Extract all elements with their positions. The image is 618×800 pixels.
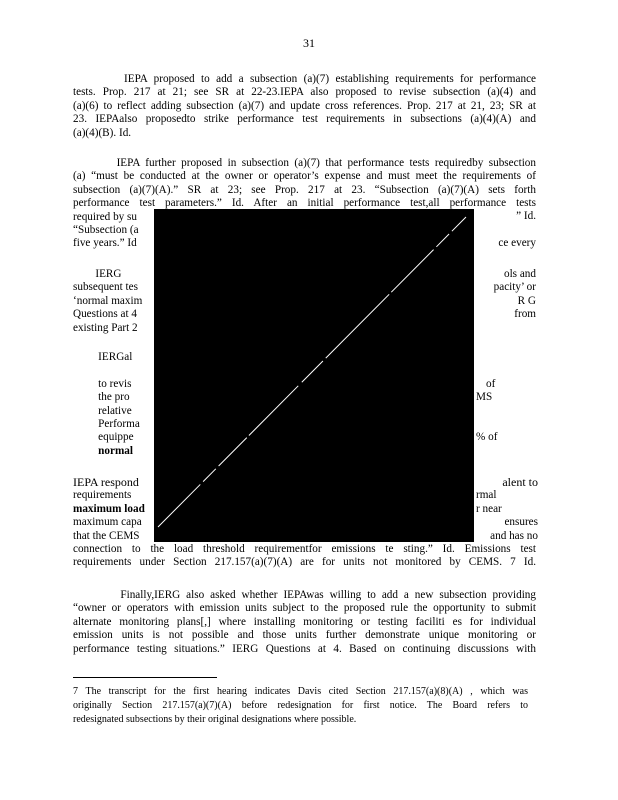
text-fragment: ols and [503, 268, 536, 280]
text-line: subsection (a)(7)(A).” SR at 23; see Prop. 217 at 23. “Subsection (a)(7)(A) sets forth [73, 183, 536, 196]
paragraph-2-right-fragments [476, 210, 536, 250]
text-fragment [476, 405, 536, 418]
footnote-line: 7 The transcript for the first hearing indicates Davis cited Section 217.157(a)(8)(A) , which was [73, 686, 528, 697]
text-line: to revis [73, 377, 132, 390]
text-line: requirements [73, 489, 132, 502]
text-line: 23. IEPAalso proposedto strike performance test requirements in subsections (a)(4)(A) and [73, 113, 536, 126]
text-fragment [476, 223, 536, 236]
text-fragment: ensures [504, 516, 538, 529]
text-line: maximum load [73, 502, 145, 515]
text-line: connection to the load threshold requirementfor emissions te sting.” Id. Emissions test [73, 542, 536, 555]
paragraph-3-right-fragments [476, 268, 536, 335]
text-line: alternate monitoring plans[,] where installing monitoring or testing faciliti es for individual [73, 615, 536, 628]
text-line: performance testing situations.” IERG Questions at 4. Based on continuing discussions with [73, 642, 536, 655]
text-line: maximum capa [73, 516, 142, 529]
text-line: Questions at 4 [73, 308, 138, 321]
footnote-divider [73, 677, 217, 678]
text-fragment [476, 364, 536, 377]
text-line: subsequent tes [73, 281, 138, 294]
text-line: IEPA respond [73, 476, 139, 489]
text-line: equippe [73, 431, 134, 444]
text-line: that the CEMS [73, 529, 140, 542]
text-line: emission units is not possible and those units further demonstrate unique monitoring or [73, 629, 536, 642]
text-line: relative [73, 404, 132, 417]
text-line: Finally,IERG also asked whether IEPAwas willing to add a new subsection providing [73, 589, 536, 601]
text-fragment: from [514, 308, 536, 321]
text-line: “owner or operators with emission units subject to the proposed rule the opportunity to submit [73, 602, 536, 615]
text-line: requirements under Section 217.157(a)(7)(A) are for units not monitored by CEMS. 7 Id. [73, 556, 536, 569]
text-fragment [476, 418, 536, 431]
text-fragment: pacity’ or [493, 281, 536, 294]
page-number: 31 [303, 36, 315, 50]
footnote-7 [73, 685, 528, 727]
text-line: normal [73, 444, 133, 457]
text-fragment: R G [517, 294, 536, 307]
footnote-line: redesignated subsections by their original designations where possible. [73, 714, 357, 725]
paragraph-6 [73, 589, 536, 656]
text-fragment: MS [476, 391, 493, 404]
text-line: IEPA further proposed in subsection (a)(7) that performance tests requiredby subsection [73, 157, 536, 169]
paragraph-4-right-fragments [476, 351, 536, 445]
text-fragment: of [486, 377, 496, 390]
text-line: the pro [73, 391, 130, 404]
text-line: IEPA proposed to add a subsection (a)(7) establishing requirements for performance [73, 73, 536, 85]
text-fragment: rmal [476, 489, 497, 502]
text-line: (a)(4)(B). Id. [73, 126, 132, 139]
text-line: IERGal [73, 351, 133, 363]
text-fragment [476, 322, 536, 335]
text-line: (a) “must be conducted at the owner or operator’s expense and must meet the requirements of [73, 170, 536, 183]
paragraph-1 [73, 73, 536, 140]
text-line: ‘normal maxim [73, 294, 143, 307]
text-line: tests. Prop. 217 at 21; see SR at 22-23.IEPA also proposed to revise subsection (a)(4) and [73, 86, 536, 99]
redaction-diagonal-mark [154, 209, 474, 542]
text-fragment: alent to [502, 476, 538, 489]
text-fragment: ce every [498, 236, 536, 249]
text-line: five years.” Id [73, 237, 137, 250]
text-line: Performa [73, 417, 140, 430]
text-fragment: ” Id. [516, 210, 536, 222]
redaction-box [154, 209, 474, 542]
text-line: existing Part 2 [73, 321, 138, 334]
text-line: “Subsection (a [73, 223, 139, 236]
text-line: performance test parameters.” Id. After an initial performance test,all performance tests [73, 197, 536, 210]
text-line: required by su [73, 210, 138, 223]
paragraph-5-right-fragments [476, 476, 538, 543]
footnote-line: originally Section 217.157(a)(7)(A) before redesignation for first notice. The Board refers to [73, 700, 528, 711]
text-fragment: % of [476, 431, 498, 444]
text-line: (a)(6) to reflect adding subsection (a)(7) and update cross references. Prop. 217 at 21, 23; SR at [73, 99, 536, 112]
text-fragment: and has no [490, 529, 538, 542]
text-line: IERG [73, 268, 122, 280]
text-fragment [476, 351, 536, 364]
text-fragment: r near [476, 502, 502, 515]
